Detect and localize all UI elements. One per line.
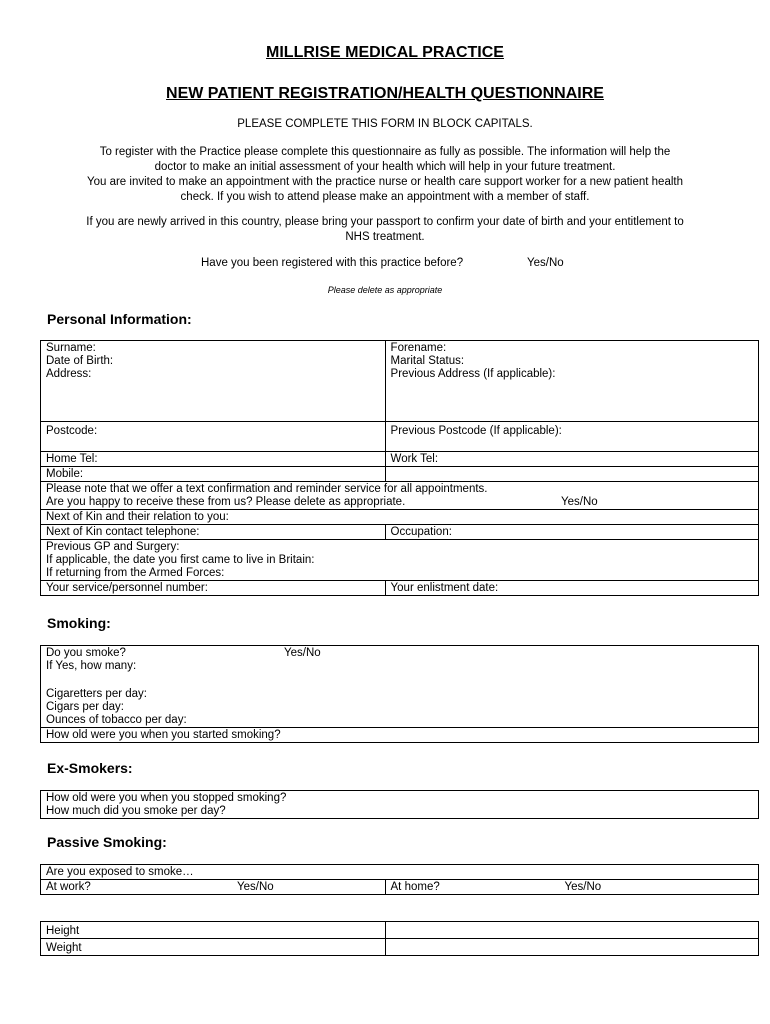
next-of-kin-field[interactable]: Next of Kin and their relation to you: (41, 510, 759, 525)
at-work-answer[interactable]: Yes/No (237, 881, 274, 893)
practice-name: MILLRISE MEDICAL PRACTICE (266, 44, 504, 61)
do-you-smoke-label: Do you smoke? (46, 647, 126, 659)
weight-input[interactable] (385, 939, 758, 956)
measurements-table (40, 921, 759, 956)
smoking-table (40, 645, 759, 743)
cigarettes-label: Cigaretters per day: (46, 688, 147, 700)
personal-heading: Personal Information: (47, 311, 192, 327)
previous-gp-field[interactable]: Previous GP and Surgery: If applicable, the date you first came to live in Britain: If returning from the Armed Forces: (41, 540, 759, 581)
personal-info-table (40, 340, 759, 596)
service-number-field[interactable]: Your service/personnel number: (41, 581, 386, 596)
occupation-field[interactable]: Occupation: (385, 525, 758, 540)
passive-smoking-table (40, 864, 759, 895)
forename-field[interactable]: Forename: Marital Status: Previous Address (If applicable): (385, 341, 758, 422)
ex-smokers-heading: Ex-Smokers: (47, 760, 133, 776)
previous-postcode-field[interactable]: Previous Postcode (If applicable): (385, 422, 758, 452)
home-tel-field[interactable]: Home Tel: (41, 452, 386, 467)
intro-line: To register with the Practice please complete this questionnaire as fully as possible. The information will help the (99, 146, 671, 158)
do-you-smoke-answer[interactable]: Yes/No (284, 647, 321, 659)
form-title: NEW PATIENT REGISTRATION/HEALTH QUESTIONNAIRE (166, 85, 604, 102)
work-tel-field[interactable]: Work Tel: (385, 452, 758, 467)
intro-paragraph (40, 145, 730, 205)
text-reminder-question: Are you happy to receive these from us? Please delete as appropriate. (46, 496, 406, 508)
weight-label-cell: Weight (41, 939, 386, 956)
height-input[interactable] (385, 922, 758, 939)
text-reminder-note: Please note that we offer a text confirmation and reminder service for all appointments. (46, 483, 488, 495)
registered-question: Have you been registered with this practice before? (201, 257, 464, 269)
registered-answer[interactable]: Yes/No (527, 257, 564, 269)
exposed-label-cell: Are you exposed to smoke… (41, 865, 759, 880)
text-reminder-answer[interactable]: Yes/No (561, 496, 598, 508)
at-home-answer[interactable]: Yes/No (564, 881, 602, 893)
arrival-line: NHS treatment. (345, 231, 425, 243)
at-home-field[interactable]: At home? Yes/No (385, 880, 758, 895)
started-age-field[interactable]: How old were you when you started smoking? (41, 728, 759, 743)
smoking-heading: Smoking: (47, 615, 111, 631)
text-reminder-field[interactable] (41, 482, 759, 510)
tobacco-label: Ounces of tobacco per day: (46, 714, 187, 726)
passive-heading: Passive Smoking: (47, 834, 167, 850)
intro-line: check. If you wish to attend please make an appointment with a member of staff. (180, 191, 590, 203)
smoking-field[interactable] (41, 646, 759, 728)
cigars-label: Cigars per day: (46, 701, 124, 713)
at-work-field[interactable]: At work? Yes/No (41, 880, 386, 895)
kin-telephone-field[interactable]: Next of Kin contact telephone: (41, 525, 386, 540)
arrival-line: If you are newly arrived in this country, please bring your passport to confirm your date of birth and your entitlement to (86, 216, 684, 228)
stopped-age-field[interactable]: How old were you when you stopped smoking? How much did you smoke per day? (41, 791, 759, 819)
intro-line: You are invited to make an appointment with the practice nurse or health care support worker for a new patient health (86, 176, 683, 188)
height-label-cell: Height (41, 922, 386, 939)
mobile-blank (385, 467, 758, 482)
intro-line: doctor to make an initial assessment of your health which will help in your future treatment. (154, 161, 616, 173)
how-many-label: If Yes, how many: (46, 660, 137, 672)
surname-field[interactable]: Surname: Date of Birth: Address: (41, 341, 386, 422)
arrival-paragraph (40, 215, 730, 245)
mobile-field[interactable]: Mobile: (41, 467, 386, 482)
ex-smokers-table (40, 790, 759, 819)
enlistment-date-field[interactable]: Your enlistment date: (385, 581, 758, 596)
postcode-field[interactable]: Postcode: (41, 422, 386, 452)
delete-note: Please delete as appropriate (327, 285, 443, 295)
block-capitals-note: PLEASE COMPLETE THIS FORM IN BLOCK CAPITALS. (237, 118, 533, 130)
